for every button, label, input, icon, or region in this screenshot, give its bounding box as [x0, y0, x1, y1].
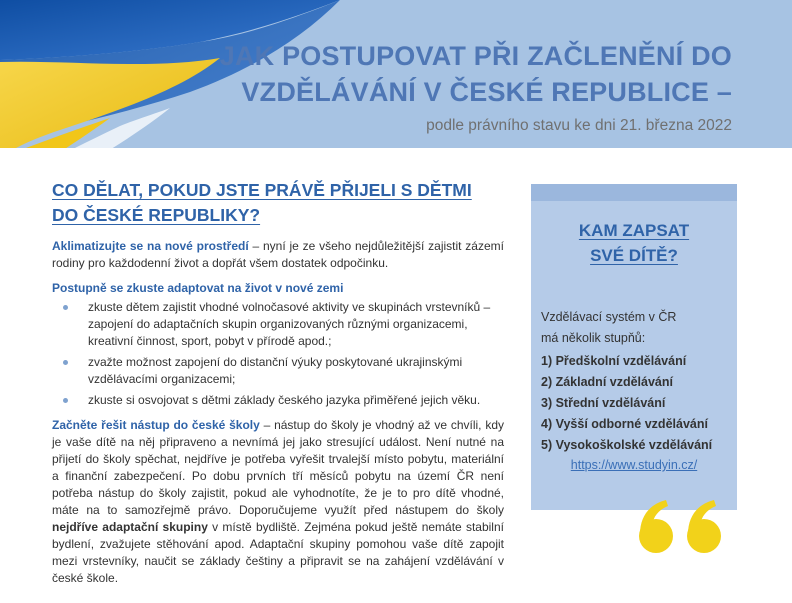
- list-item: 4) Vyšší odborné vzdělávání: [541, 417, 708, 431]
- main-column: [52, 178, 504, 595]
- school-lead: Začněte řešit nástup do české školy: [52, 418, 260, 432]
- list-item: zvažte možnost zapojení do distanční výuky poskytované ukrajinskými vzdělávacími organizacemi;: [88, 354, 504, 388]
- list-item: 5) Vysokoškolské vzdělávání: [541, 438, 713, 452]
- studyin-link[interactable]: https://www.studyin.cz/: [570, 458, 698, 472]
- school-paragraph: [52, 417, 504, 587]
- adapt-list: [52, 299, 504, 409]
- info-panel-top-bar: [531, 184, 737, 201]
- acclimatize-lead: Aklimatizujte se na nové prostředí: [52, 239, 249, 253]
- info-panel-intro-line1: Vzdělávací systém v ČR: [541, 310, 677, 324]
- info-panel-title-line1: KAM ZAPSAT: [578, 221, 690, 240]
- section-heading-line1: CO DĚLAT, POKUD JSTE PRÁVĚ PŘIJELI S DĚTMI: [52, 180, 472, 200]
- page-title-line1: JAK POSTUPOVAT PŘI ZAČLENĚNÍ DO: [219, 41, 732, 71]
- list-item: 2) Základní vzdělávání: [541, 375, 673, 389]
- info-panel-title-line2: SVÉ DÍTĚ?: [590, 246, 678, 265]
- acclimatize-text: – nyní je ze všeho nejdůležitější zajistit zázemí rodiny pro každodenní život a dopřát všem dostatek odpočinku.: [52, 239, 504, 270]
- list-item: 1) Předškolní vzdělávání: [541, 354, 687, 368]
- list-item: 3) Střední vzdělávání: [541, 396, 666, 410]
- page-title: [220, 38, 732, 110]
- quote-mark-icon: [632, 496, 732, 556]
- acclimatize-paragraph: [52, 238, 504, 272]
- page-subtitle: podle právního stavu ke dni 21. března 2022: [426, 117, 732, 134]
- school-text-part2: v místě bydliště. Zejména pokud ještě nemáte stabilní bydlení, zvažujete stěhování apod. Adaptační skupiny pomohou vaše dítě zapojit mezi vrstevníky, naučit se základy češtiny a připravit se na zahájení vzdělávání v české škole.: [52, 520, 504, 585]
- section-heading-line2: DO ČESKÉ REPUBLIKY?: [52, 205, 261, 225]
- info-panel-text: [541, 307, 731, 456]
- list-item: zkuste si osvojovat s dětmi základy českého jazyka přiměřené jejich věku.: [88, 392, 504, 409]
- header-banner: [0, 0, 792, 148]
- school-text-bold: nejdříve adaptační skupiny: [52, 520, 208, 534]
- adapt-subheading: Postupně se zkuste adaptovat na život v nové zemi: [52, 281, 344, 295]
- info-panel-intro-line2: má několik stupňů:: [541, 331, 646, 345]
- page-title-line2: VZDĚLÁVÁNÍ V ČESKÉ REPUBLICE –: [241, 77, 732, 107]
- list-item: zkuste dětem zajistit vhodné volnočasové aktivity ve skupinách vrstevníků – zapojení do adaptačních skupin organizovaných různými organizacemi, kreativní činnost, sport, pobyt v přírodě apod.;: [88, 299, 504, 350]
- section-heading: [52, 178, 504, 228]
- info-panel-title: [531, 218, 737, 268]
- school-text-part1: – nástup do školy je vhodný až ve chvíli, kdy je vaše dítě na něj připraveno a nevnímá jej jako stresující událost. Není nutné na přijetí do školy spěchat, nejdříve je potřeba vyřešit trvalejší místo pobytu, materiální a finanční zabezpečení. Po dobu prvních tří měsíců pobytu na území ČR není potřeba nástup do školy zajistit, pokud ale vyhodnotíte, že je to pro dítě vhodné, máte na to samozřejmě právo. Doporučujeme využít před nástupem do školy: [52, 418, 504, 517]
